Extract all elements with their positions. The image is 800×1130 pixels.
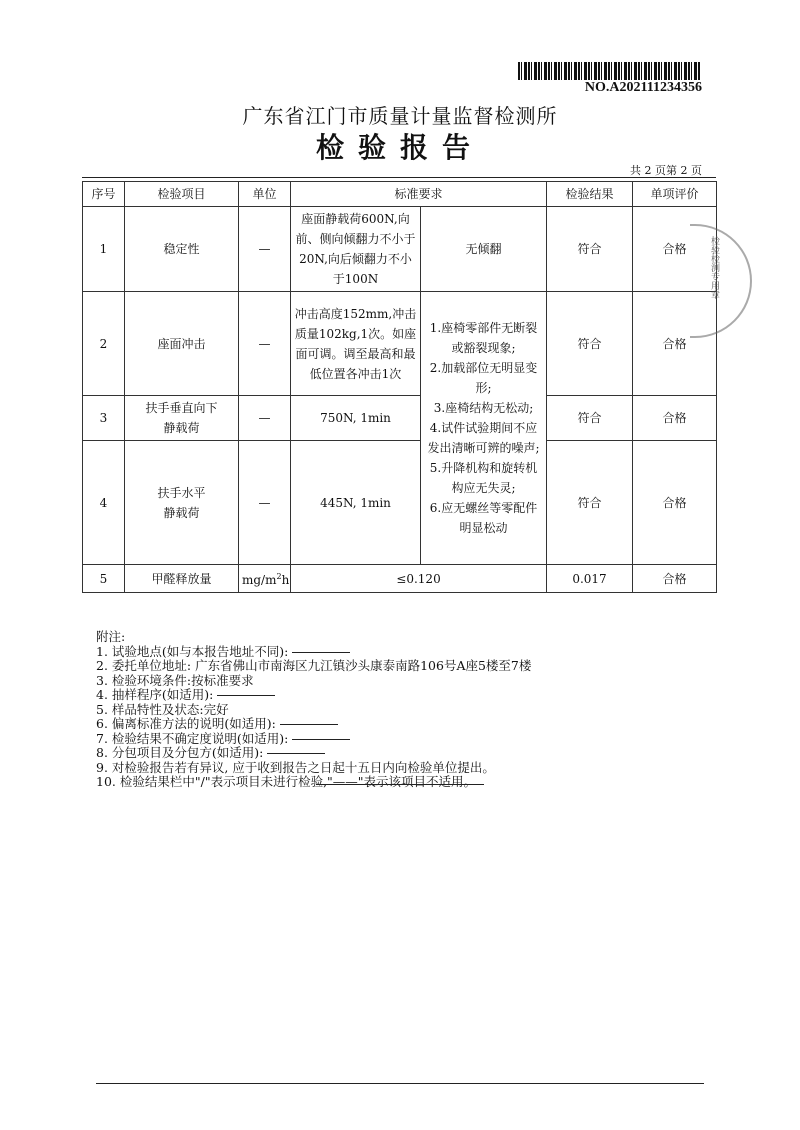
table-row <box>83 292 717 396</box>
header-requirement: 标准要求 <box>291 182 547 207</box>
blank-line <box>280 724 338 725</box>
note-text: 8. 分包项目及分包方(如适用): <box>96 745 264 760</box>
row-requirement: ≤0.120 <box>291 565 547 593</box>
row-result: 0.017 <box>547 565 633 593</box>
note-item: 5. 样品特性及状态:完好 <box>96 701 229 717</box>
row-evaluation: 合格 <box>633 207 717 292</box>
notes-section <box>96 630 736 790</box>
stamp-text: 检验检测专用章 <box>709 236 719 299</box>
notes-heading: 附注: <box>96 629 126 644</box>
table-row <box>83 396 717 441</box>
row-requirement: 座面静载荷600N,向前、侧向倾翻力不小于20N,向后倾翻力不小于100N <box>291 207 421 292</box>
barcode <box>518 62 700 80</box>
bottom-rule <box>96 1083 704 1084</box>
table-row <box>83 565 717 593</box>
row-result: 符合 <box>547 441 633 565</box>
row-no: 2 <box>83 292 125 396</box>
row-requirement: 冲击高度152mm,冲击质量102kg,1次。如座面可调。调至最高和最低位置各冲击1次 <box>291 292 421 396</box>
page-info: 共 2 页第 2 页 <box>630 164 702 177</box>
row-unit: — <box>239 441 291 565</box>
row-no: 3 <box>83 396 125 441</box>
shared-result-criteria: 1.座椅零部件无断裂或豁裂现象; 2.加载部位无明显变形; 3.座椅结构无松动; 4.试件试验期间不应发出清晰可辨的噪声; 5.升降机构和旋转机构应无失灵; 6.应无螺丝等零配件明显松动 <box>421 292 547 565</box>
unit-superscript: 2 <box>276 572 282 581</box>
header-unit: 单位 <box>239 182 291 207</box>
header-no: 序号 <box>83 182 125 207</box>
unit-base: mg/m <box>242 573 277 587</box>
row-item: 甲醛释放量 <box>125 565 239 593</box>
organization-name: 广东省江门市质量计量监督检测所 <box>242 104 558 128</box>
note-text: 4. 抽样程序(如适用): <box>96 687 214 702</box>
end-rule <box>316 784 484 785</box>
blank-line <box>217 695 275 696</box>
table-header-row <box>83 182 717 207</box>
note-item: 10. 检验结果栏中"/"表示项目未进行检验,"——"表示该项目不适用。 <box>96 774 477 789</box>
row-requirement: 445N, 1min <box>291 441 421 565</box>
row-item: 稳定性 <box>125 207 239 292</box>
note-item <box>96 732 736 747</box>
note-item <box>96 717 736 732</box>
blank-line <box>292 652 350 653</box>
blank-line <box>292 739 350 740</box>
top-rule <box>82 177 716 178</box>
row-requirement: 750N, 1min <box>291 396 421 441</box>
note-item: 9. 对检验报告若有异议, 应于收到报告之日起十五日内向检验单位提出。 <box>96 759 495 775</box>
row-unit: — <box>239 207 291 292</box>
row-result: 符合 <box>547 207 633 292</box>
row-item: 扶手水平 静载荷 <box>125 441 239 565</box>
row-item: 座面冲击 <box>125 292 239 396</box>
header-result: 检验结果 <box>547 182 633 207</box>
row-unit: — <box>239 396 291 441</box>
row-evaluation: 合格 <box>633 441 717 565</box>
note-text: 1. 试验地点(如与本报告地址不同): <box>96 643 289 659</box>
row-unit: — <box>239 292 291 396</box>
report-number: NO.A202111234356 <box>584 80 702 95</box>
row-result: 符合 <box>547 396 633 441</box>
row-unit <box>239 565 291 593</box>
row-no: 5 <box>83 565 125 593</box>
row-no: 1 <box>83 207 125 292</box>
row-item: 扶手垂直向下 静载荷 <box>125 396 239 441</box>
note-item: 3. 检验环境条件:按标准要求 <box>96 672 254 688</box>
report-title: 检验报告 <box>315 131 484 164</box>
table-row <box>83 207 717 292</box>
inspection-table <box>82 181 717 593</box>
unit-suffix: h <box>281 573 290 587</box>
note-item: 2. 委托单位地址: 广东省佛山市南海区九江镇沙头康泰南路106号A座5楼至7楼 <box>96 658 532 673</box>
header-evaluation: 单项评价 <box>633 182 717 207</box>
blank-line <box>267 753 325 754</box>
note-text: 7. 检验结果不确定度说明(如适用): <box>96 730 289 746</box>
row-evaluation: 合格 <box>633 292 717 396</box>
note-item <box>96 688 736 703</box>
row-no: 4 <box>83 441 125 565</box>
row-evaluation: 合格 <box>633 396 717 441</box>
note-item <box>96 645 736 660</box>
row-criterion: 无倾翻 <box>421 207 547 292</box>
note-item <box>96 746 736 761</box>
header-item: 检验项目 <box>125 182 239 207</box>
table-row <box>83 441 717 565</box>
row-result: 符合 <box>547 292 633 396</box>
row-evaluation: 合格 <box>633 565 717 593</box>
note-text: 6. 偏离标准方法的说明(如适用): <box>96 716 276 731</box>
